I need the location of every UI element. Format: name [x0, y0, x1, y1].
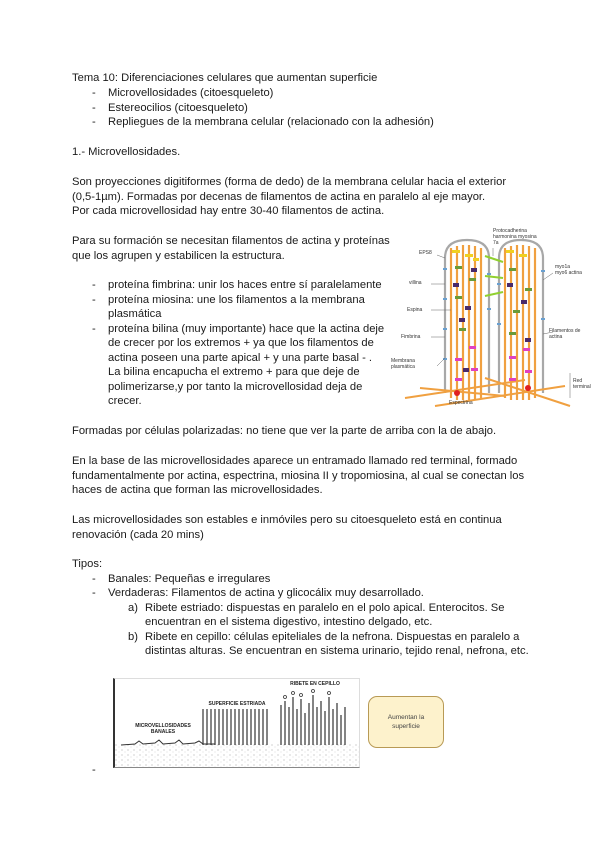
paragraph-line: Son proyecciones digitiformes (forma de dedo) de la membrana celular hacia el exterior	[72, 176, 507, 188]
paragraph-line: haces de actina que forman las microvellosidades.	[72, 484, 323, 496]
list-item-text: proteína bilina (muy importante) hace que la actina deje	[108, 322, 385, 335]
subtype-text: Ribete estriado: dispuestas en paralelo en el polo apical. Enterocitos. Se	[145, 601, 505, 614]
label-banales: MICROVELLOSIDADES BANALES	[135, 723, 191, 735]
trailing-dash: -	[92, 764, 96, 776]
subtype-text: Ribete en cepillo: células epiteliales de la nefrona. Dispuestas en paralelo a	[145, 630, 520, 643]
section-heading: 1.- Microvellosidades.	[72, 146, 181, 158]
list-item-text: La bilina encapucha el extremo + para que deje de	[108, 366, 360, 378]
list-dash: -	[92, 572, 96, 585]
list-dash: -	[92, 87, 96, 99]
list-item-text: Estereocilios (citoesqueleto)	[108, 101, 248, 114]
list-item-text: Verdaderas: Filamentos de actina y glicocálix muy desarrollado.	[108, 587, 424, 599]
label-myo1a: myo1a myo6 actina	[555, 264, 582, 276]
label-eps8: EPS8	[419, 250, 432, 256]
microvilli-types-figure	[113, 678, 360, 768]
types-heading: Tipos:	[72, 558, 103, 570]
list-item-text: proteína fimbrina: unir los haces entre sí paralelamente	[108, 279, 382, 291]
list-dash: -	[92, 293, 96, 306]
label-filamentos: Filamentos de actina	[549, 328, 581, 340]
list-item-text: actina poseen una parte apical + y una parte basal - .	[108, 351, 373, 364]
label-red-terminal: Red terminal	[573, 378, 591, 390]
paragraph-line: En la base de las microvellosidades aparece un entramado llamado red terminal, formado	[72, 455, 518, 467]
subtype-text: encuentran en el sistema digestivo, intestino delgado, etc.	[145, 616, 433, 628]
list-item-text: Repliegues de la membrana celular (relacionado con la adhesión)	[108, 116, 434, 128]
label-membrana: Membrana plasmática	[391, 358, 415, 370]
microvilli-diagram	[385, 228, 591, 408]
paragraph-line: renovación (cada 20 mins)	[72, 528, 204, 541]
label-estriada: SUPERFICIE ESTRIADA	[208, 701, 266, 707]
subtype-marker: a)	[128, 601, 138, 614]
subtype-marker: b)	[128, 630, 138, 643]
list-item-text: crecer.	[108, 395, 142, 407]
label-cepillo: RIBETE EN CEPILLO	[290, 681, 340, 687]
list-item-text: polimerizarse,y por tanto la microvellosidad deja de	[108, 380, 363, 393]
list-item-text: Banales: Pequeñas e irregulares	[108, 572, 271, 585]
label-protocadherin: Protocadherina harmonina myosina 7a	[493, 228, 537, 246]
list-dash: -	[92, 587, 96, 599]
list-item-text: Microvellosidades (citoesqueleto)	[108, 87, 274, 99]
list-dash: -	[92, 279, 96, 291]
list-dash: -	[92, 322, 96, 335]
label-espectrina: Espectrina	[449, 400, 473, 406]
callout-box: Aumentan la superficie	[368, 696, 444, 748]
list-item-text: plasmática	[108, 308, 162, 320]
paragraph-line: fundamentalmente por actina, espectrina, miosina II y tropomiosina, al cual se conectan los	[72, 469, 525, 482]
paragraph-line: Por cada microvellosidad hay entre 30-40 filamentos de actina.	[72, 205, 385, 217]
label-villina: villina	[409, 280, 422, 286]
document-title: Tema 10: Diferenciaciones celulares que aumentan superficie	[72, 72, 378, 84]
label-fimbrina: Fimbrina	[401, 334, 421, 340]
paragraph-line: Formadas por células polarizadas: no tiene que ver la parte de arriba con la de abajo.	[72, 425, 497, 437]
paragraph-line: que los agrupen y estabilicen la estructura.	[72, 249, 285, 262]
paragraph-line: Las microvellosidades son estables e inmóviles pero su citoesqueleto está en continua	[72, 514, 502, 526]
list-item-text: de crecer por los extremos + ya que los filamentos de	[108, 337, 374, 349]
list-dash: -	[92, 101, 96, 114]
label-espina: Espina	[407, 307, 423, 313]
paragraph-line: (0,5-1µm). Formadas por decenas de filamentos de actina en paralelo al eje mayor.	[72, 191, 486, 203]
microvilli-illustration	[385, 228, 591, 408]
list-item-text: proteína miosina: une los filamentos a la membrana	[108, 293, 365, 306]
paragraph-line: Para su formación se necesitan filamentos de actina y proteínas	[72, 235, 390, 247]
list-dash: -	[92, 116, 96, 128]
subtype-text: distintas alturas. Se encuentran en sistema urinario, tejido renal, nefrona, etc.	[145, 645, 529, 657]
